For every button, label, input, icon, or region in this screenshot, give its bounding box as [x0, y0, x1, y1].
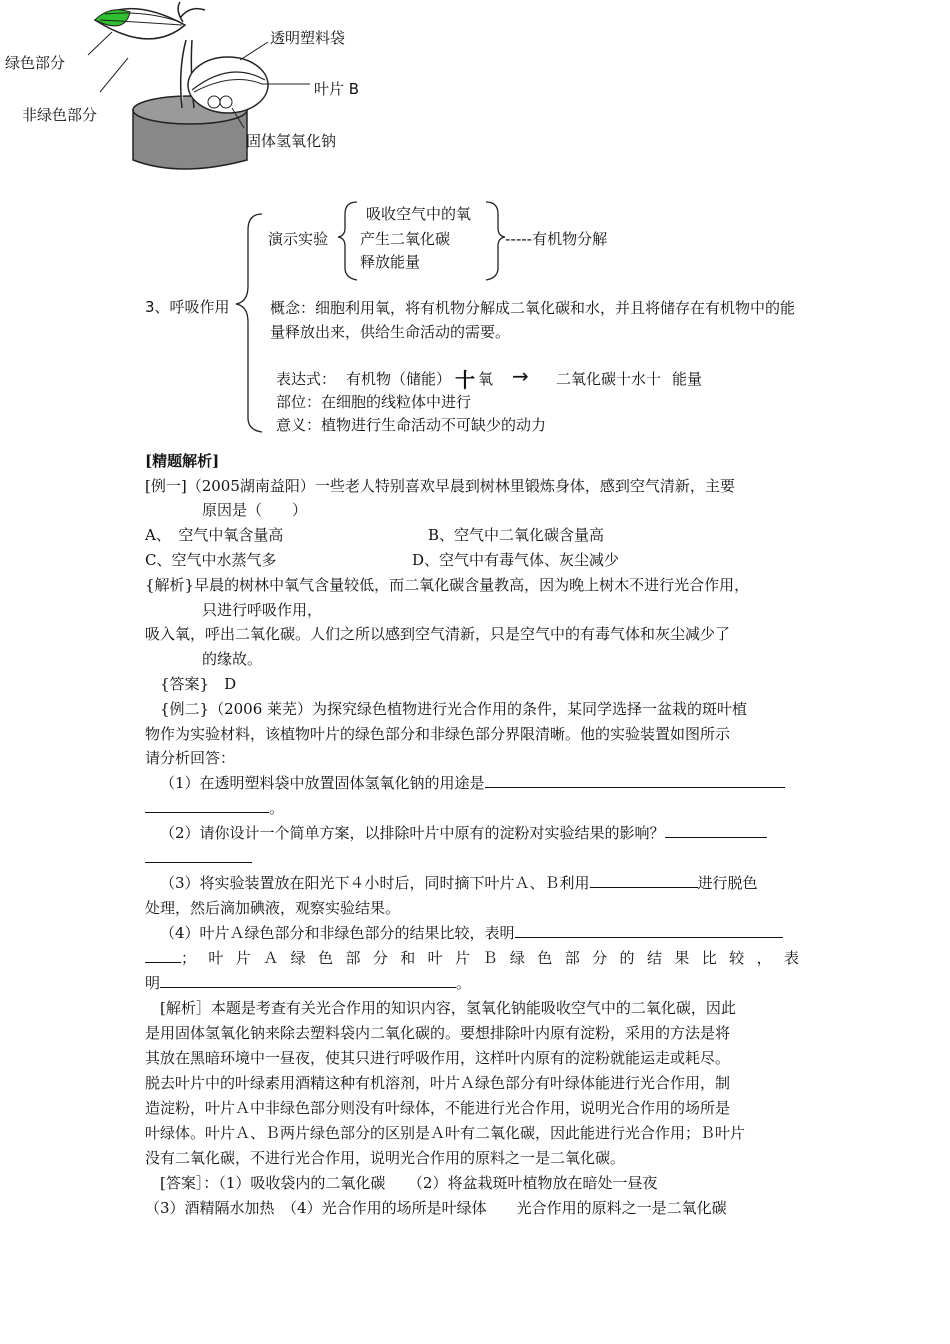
ex1-option-b: B、空气中二氧化碳含量高 [428, 526, 605, 544]
section-title: [精题解析] [145, 452, 220, 470]
ex1-option-c: C、空气中水蒸气多 [145, 551, 277, 569]
ex2-q2-blank-2[interactable] [145, 846, 252, 863]
meaning-line: 意义：植物进行生命活动不可缺少的动力 [276, 416, 547, 434]
demo-result: -----有机物分解 [505, 230, 608, 248]
ex2-analysis-3: 其放在黑暗环境中一昼夜，使其只进行呼吸作用，这样叶内原有的淀粉就能运走或耗尽。 [145, 1049, 731, 1067]
respiration-title: 3、呼吸作用 [145, 298, 230, 316]
ex2-q4-end: 。 [456, 974, 472, 992]
demo-item-oxygen: 吸收空气中的氧 [366, 205, 472, 223]
ex2-q4-line2 [145, 946, 805, 971]
ex2-q1-end: 。 [269, 799, 285, 817]
label-green-part: 绿色部分 [5, 54, 66, 72]
ex1-analysis-4: 的缘故。 [202, 650, 263, 668]
ex2-q3-blank[interactable] [590, 871, 698, 888]
expression-left: 有机物（储能） [346, 370, 452, 388]
label-leaf-b: 叶片 B [314, 80, 360, 98]
label-naoh: 固体氢氧化钠 [246, 132, 337, 150]
ex2-line1: {例二}（2006 莱芜）为探究绿色植物进行光合作用的条件，某同学选择一盆栽的斑叶植 [160, 700, 748, 718]
expression-oxygen: 氧 [478, 370, 494, 388]
ex2-q4-blank[interactable] [515, 921, 783, 938]
label-nongreen-part: 非绿色部分 [22, 106, 98, 124]
expression-energy: 能量 [672, 370, 703, 388]
ex2-q4 [160, 921, 783, 946]
ex2-q4-line3 [145, 971, 471, 996]
ex2-answer-2: （3）酒精隔水加热 （4）光合作用的场所是叶绿体 光合作用的原料之一是二氧化碳 [145, 1199, 727, 1217]
ex2-q1-cont [145, 796, 284, 821]
label-plastic-bag: 透明塑料袋 [270, 29, 346, 47]
ex1-line1: [例一]（2005湖南益阳）一些老人特别喜欢早晨到树林里锻炼身体，感到空气清新，主要 [145, 477, 735, 495]
ex2-q1-blank[interactable] [485, 771, 785, 788]
demo-item-co2: 产生二氧化碳 [360, 230, 451, 248]
ex2-q1-blank-2[interactable] [145, 796, 269, 813]
ex2-analysis-4: 脱去叶片中的叶绿素用酒精这种有机溶剂，叶片Ａ绿色部分有叶绿体能进行光合作用，制 [145, 1074, 731, 1092]
ex2-q1 [160, 771, 785, 796]
ex2-q4-text: （4）叶片Ａ绿色部分和非绿色部分的结果比较，表明 [160, 924, 515, 942]
ex1-line2: 原因是（ ） [202, 501, 308, 519]
leaf-a [95, 9, 185, 39]
concept-line-1: 概念：细胞利用氧，将有机物分解成二氧化碳和水，并且将储存在有机物中的能 [270, 299, 796, 317]
ex2-q3 [160, 871, 758, 896]
concept-line-2: 量释放出来，供给生命活动的需要。 [270, 323, 511, 341]
ex1-analysis-3: 吸入氧，呼出二氧化碳。人们之所以感到空气清新，只是空气中的有毒气体和灰尘减少了 [145, 625, 731, 643]
ex2-analysis-5: 造淀粉，叶片Ａ中非绿色部分则没有叶绿体，不能进行光合作用，说明光合作用的场所是 [145, 1099, 731, 1117]
demo-experiment: 演示实验 [268, 230, 329, 248]
ex2-line2: 物作为实验材料，该植物叶片的绿色部分和非绿色部分界限清晰。他的实验装置如图所示 [145, 725, 731, 743]
expression-label: 表达式： [276, 370, 337, 388]
ex1-analysis-2: 只进行呼吸作用， [202, 601, 323, 619]
ex2-analysis-2: 是用固体氢氧化钠来除去塑料袋内二氧化碳的。要想排除叶内原有淀粉，采用的方法是将 [145, 1024, 731, 1042]
expression-plus: 十 [455, 368, 475, 392]
expression-arrow: → [512, 364, 529, 388]
leaf-b-bag [188, 57, 268, 113]
ex2-answer-1: [答案］：（1）吸收袋内的二氧化碳 （2）将盆栽斑叶植物放在暗处一昼夜 [160, 1174, 658, 1192]
ex2-q3-cont: 处理，然后滴加碘液，观察实验结果。 [145, 899, 401, 917]
location-line: 部位：在细胞的线粒体中进行 [276, 393, 472, 411]
ex1-analysis-1: {解析}早晨的树林中氧气含量较低，而二氧化碳含量教高，因为晚上树木不进行光合作用， [145, 576, 750, 594]
ex2-q2-cont [145, 846, 252, 871]
ex2-q2-text: （2）请你设计一个简单方案，以排除叶片中原有的淀粉对实验结果的影响？ [160, 824, 665, 842]
ex2-q4-text-2: ；叶片Ａ绿色部分和叶片Ｂ绿色部分的结果比较，表 [181, 949, 805, 967]
ex2-analysis-1: [解析］本题是考查有关光合作用的知识内容，氢氧化钠能吸收空气中的二氧化碳，因此 [160, 999, 736, 1017]
expression-right: 二氧化碳十水十 [556, 370, 662, 388]
ex2-q4-blank-3[interactable] [160, 971, 456, 988]
ex2-q2 [160, 821, 767, 846]
ex2-analysis-7: 没有二氧化碳，不进行光合作用，说明光合作用的原料之一是二氧化碳。 [145, 1149, 626, 1167]
ex1-answer: {答案} D [160, 675, 237, 693]
ex2-analysis-6: 叶绿体。叶片Ａ、Ｂ两片绿色部分的区别是Ａ叶有二氧化碳，因此能进行光合作用；Ｂ叶片 [145, 1124, 746, 1142]
ex2-q4-blank-2[interactable] [145, 946, 181, 963]
ex1-option-d: D、空气中有毒气体、灰尘减少 [412, 551, 620, 569]
ex2-q3-text-2: 进行脱色 [697, 874, 758, 892]
demo-item-energy: 释放能量 [360, 253, 421, 271]
ex2-q4-ming: 明 [145, 974, 161, 992]
ex2-q1-text: （1）在透明塑料袋中放置固体氢氧化钠的用途是 [160, 774, 485, 792]
ex2-q2-blank[interactable] [665, 821, 767, 838]
ex1-option-a: A、 空气中氧含量高 [145, 526, 284, 544]
ex2-line3: 请分析回答： [145, 749, 236, 767]
ex2-q3-text: （3）将实验装置放在阳光下４小时后，同时摘下叶片Ａ、Ｂ利用 [160, 874, 590, 892]
